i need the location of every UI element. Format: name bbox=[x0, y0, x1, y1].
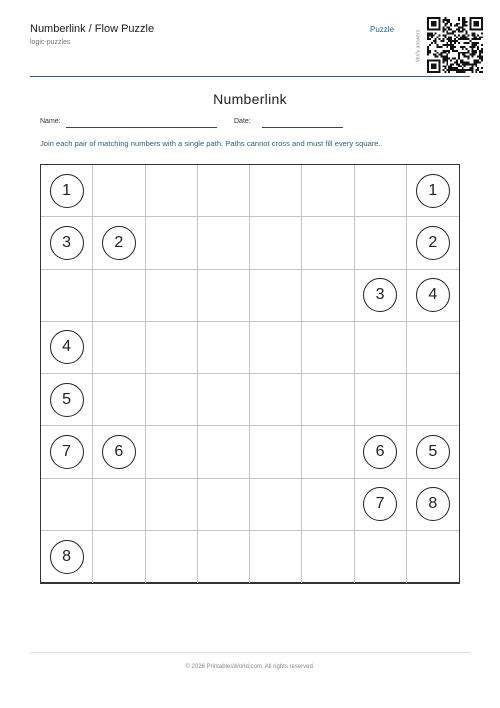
grid-cell[interactable] bbox=[198, 270, 250, 322]
grid-cell[interactable] bbox=[355, 531, 407, 583]
grid-cell[interactable] bbox=[302, 217, 354, 269]
name-label: Name: bbox=[40, 118, 61, 125]
grid-cell[interactable] bbox=[198, 374, 250, 426]
grid-cell[interactable] bbox=[146, 165, 198, 217]
clue-number: 1 bbox=[50, 174, 84, 208]
grid-cell[interactable] bbox=[407, 374, 459, 426]
clue-number: 5 bbox=[416, 435, 450, 469]
grid-cell[interactable] bbox=[302, 374, 354, 426]
grid-cell[interactable] bbox=[302, 270, 354, 322]
clue-number: 2 bbox=[102, 226, 136, 260]
grid-cell[interactable] bbox=[41, 374, 93, 426]
grid-cell[interactable] bbox=[355, 479, 407, 531]
grid-cell[interactable] bbox=[198, 531, 250, 583]
clue-number: 2 bbox=[416, 226, 450, 260]
grid-cell[interactable] bbox=[302, 322, 354, 374]
grid-cell[interactable] bbox=[198, 322, 250, 374]
grid-cell[interactable] bbox=[302, 426, 354, 478]
grid-cell[interactable] bbox=[198, 426, 250, 478]
grid-cell[interactable] bbox=[302, 165, 354, 217]
qr-code-icon bbox=[427, 17, 483, 73]
name-line[interactable] bbox=[66, 127, 217, 128]
date-label: Date: bbox=[234, 118, 251, 125]
grid-cell[interactable] bbox=[41, 426, 93, 478]
grid-cell[interactable] bbox=[146, 531, 198, 583]
grid-cell[interactable] bbox=[250, 165, 302, 217]
header-divider bbox=[30, 76, 470, 77]
grid-cell[interactable] bbox=[93, 217, 145, 269]
clue-number: 1 bbox=[416, 174, 450, 208]
grid-cell[interactable] bbox=[355, 374, 407, 426]
clue-number: 5 bbox=[50, 383, 84, 417]
grid-cell[interactable] bbox=[41, 531, 93, 583]
grid-cell[interactable] bbox=[355, 426, 407, 478]
grid-cell[interactable] bbox=[146, 322, 198, 374]
grid-cell[interactable] bbox=[41, 270, 93, 322]
clue-number: 7 bbox=[363, 487, 397, 521]
grid-cell[interactable] bbox=[407, 270, 459, 322]
puzzle-grid bbox=[40, 164, 460, 584]
header-title: Numberlink / Flow Puzzle bbox=[30, 23, 155, 35]
sheet-title: Numberlink bbox=[213, 91, 287, 107]
grid-cell[interactable] bbox=[146, 479, 198, 531]
grid-cell[interactable] bbox=[302, 531, 354, 583]
instructions: Join each pair of matching numbers with a single path. Paths cannot cross and must fill every square. bbox=[40, 139, 381, 148]
clue-number: 3 bbox=[363, 278, 397, 312]
grid-cell[interactable] bbox=[41, 322, 93, 374]
footer-divider bbox=[30, 652, 470, 653]
grid-cell[interactable] bbox=[250, 531, 302, 583]
grid-cell[interactable] bbox=[198, 479, 250, 531]
grid-cell[interactable] bbox=[41, 165, 93, 217]
grid-cell[interactable] bbox=[407, 531, 459, 583]
grid-cell[interactable] bbox=[250, 374, 302, 426]
clue-number: 4 bbox=[416, 278, 450, 312]
grid-cell[interactable] bbox=[93, 531, 145, 583]
grid-cell[interactable] bbox=[250, 322, 302, 374]
date-line[interactable] bbox=[262, 127, 343, 128]
grid-cell[interactable] bbox=[198, 217, 250, 269]
grid-cell[interactable] bbox=[407, 479, 459, 531]
grid-cell[interactable] bbox=[198, 165, 250, 217]
footer-copyright: © 2026 PrintablesWorld.com. All rights reserved. bbox=[185, 664, 315, 670]
grid-cell[interactable] bbox=[93, 322, 145, 374]
grid-cell[interactable] bbox=[407, 217, 459, 269]
grid-cell[interactable] bbox=[250, 217, 302, 269]
clue-number: 3 bbox=[50, 226, 84, 260]
grid-cell[interactable] bbox=[407, 322, 459, 374]
grid-cell[interactable] bbox=[93, 270, 145, 322]
grid-cell[interactable] bbox=[355, 270, 407, 322]
grid-cell[interactable] bbox=[250, 426, 302, 478]
grid-cell[interactable] bbox=[250, 479, 302, 531]
clue-number: 6 bbox=[102, 435, 136, 469]
grid-cell[interactable] bbox=[146, 217, 198, 269]
grid-cell[interactable] bbox=[407, 165, 459, 217]
grid-cell[interactable] bbox=[93, 426, 145, 478]
grid-cell[interactable] bbox=[41, 217, 93, 269]
clue-number: 8 bbox=[50, 540, 84, 574]
grid-cell[interactable] bbox=[355, 165, 407, 217]
grid-cell[interactable] bbox=[302, 479, 354, 531]
grid-cell[interactable] bbox=[355, 322, 407, 374]
grid-cell[interactable] bbox=[355, 217, 407, 269]
clue-number: 6 bbox=[363, 435, 397, 469]
name-date-row bbox=[40, 118, 460, 130]
header-subtitle: logic-puzzles bbox=[30, 39, 71, 46]
clue-number: 8 bbox=[416, 487, 450, 521]
qr-caption bbox=[410, 18, 426, 73]
grid-cell[interactable] bbox=[407, 426, 459, 478]
grid-cell[interactable] bbox=[146, 426, 198, 478]
grid-cell[interactable] bbox=[41, 479, 93, 531]
clue-number: 7 bbox=[50, 435, 84, 469]
puzzle-tag: Puzzle bbox=[370, 25, 395, 34]
clue-number: 4 bbox=[50, 330, 84, 364]
qr-caption-text: Verify answers bbox=[415, 29, 422, 62]
grid-cell[interactable] bbox=[146, 270, 198, 322]
grid-cell[interactable] bbox=[93, 479, 145, 531]
grid-cell[interactable] bbox=[93, 374, 145, 426]
grid-cell[interactable] bbox=[146, 374, 198, 426]
grid-cell[interactable] bbox=[250, 270, 302, 322]
grid-cell[interactable] bbox=[93, 165, 145, 217]
